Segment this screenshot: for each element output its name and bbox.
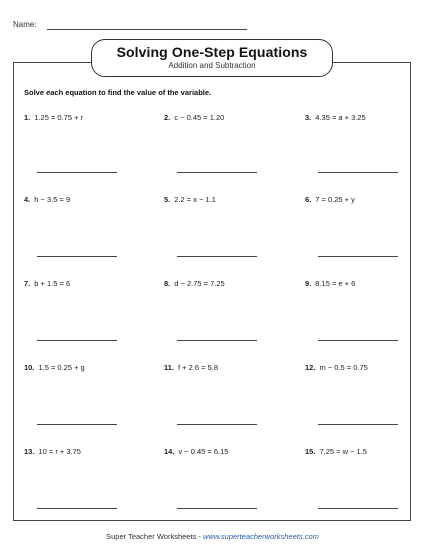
problem-3	[305, 113, 366, 122]
problem-9	[305, 279, 355, 288]
problem-number: 3.	[305, 113, 312, 122]
problem-number: 2.	[164, 113, 171, 122]
problem-15	[305, 447, 367, 456]
answer-line-13[interactable]	[37, 508, 117, 509]
problem-number: 13.	[24, 447, 35, 456]
answer-line-14[interactable]	[177, 508, 257, 509]
problem-equation: c − 0.45 = 1.20	[174, 113, 225, 122]
answer-line-3[interactable]	[318, 172, 398, 173]
problem-10	[24, 363, 85, 372]
problem-1	[24, 113, 83, 122]
problem-equation: v − 0.45 = 6.15	[178, 447, 229, 456]
footer-brand: Super Teacher Worksheets	[106, 532, 197, 541]
problem-13	[24, 447, 81, 456]
problem-equation: 2.2 = x − 1.1	[174, 195, 216, 204]
problem-number: 7.	[24, 279, 31, 288]
footer	[0, 532, 425, 541]
answer-line-10[interactable]	[37, 424, 117, 425]
answer-line-15[interactable]	[318, 508, 398, 509]
problem-number: 11.	[164, 363, 175, 372]
problem-12	[305, 363, 368, 372]
answer-line-11[interactable]	[177, 424, 257, 425]
name-field[interactable]	[47, 29, 247, 30]
problem-14	[164, 447, 228, 456]
problem-6	[305, 195, 355, 204]
problem-7	[24, 279, 70, 288]
problem-equation: m − 0.5 = 0.75	[319, 363, 368, 372]
problem-equation: 10 = r + 3.75	[38, 447, 81, 456]
problem-equation: 1.25 = 0.75 + r	[34, 113, 84, 122]
problem-4	[24, 195, 70, 204]
problem-equation: 7.25 = w − 1.5	[319, 447, 367, 456]
problem-equation: d − 2.75 = 7.25	[174, 279, 225, 288]
problem-8	[164, 279, 225, 288]
page-subtitle: Addition and Subtraction	[168, 61, 256, 70]
answer-line-2[interactable]	[177, 172, 257, 173]
page-title: Solving One-Step Equations	[116, 44, 308, 60]
problem-equation: f + 2.6 = 5.8	[178, 363, 219, 372]
problem-11	[164, 363, 218, 372]
answer-line-4[interactable]	[37, 256, 117, 257]
problem-number: 14.	[164, 447, 175, 456]
problem-equation: h − 3.5 = 9	[34, 195, 71, 204]
problem-number: 1.	[24, 113, 31, 122]
problem-number: 6.	[305, 195, 312, 204]
answer-line-5[interactable]	[177, 256, 257, 257]
problem-number: 9.	[305, 279, 312, 288]
problem-equation: 4.35 = a + 3.25	[315, 113, 366, 122]
problem-number: 12.	[305, 363, 316, 372]
answer-line-12[interactable]	[318, 424, 398, 425]
problem-number: 15.	[305, 447, 316, 456]
answer-line-7[interactable]	[37, 340, 117, 341]
problem-equation: 7 = 0.25 + y	[315, 195, 355, 204]
problem-equation: 1.5 = 0.25 + g	[38, 363, 85, 372]
problem-5	[164, 195, 216, 204]
answer-line-6[interactable]	[318, 256, 398, 257]
problem-number: 10.	[24, 363, 35, 372]
problem-number: 8.	[164, 279, 171, 288]
name-label: Name:	[13, 20, 37, 29]
answer-line-1[interactable]	[37, 172, 117, 173]
problem-equation: 8.15 = e + 6	[315, 279, 356, 288]
instructions: Solve each equation to find the value of the variable.	[24, 88, 212, 97]
problem-equation: b + 1.5 = 6	[34, 279, 71, 288]
answer-line-9[interactable]	[318, 340, 398, 341]
problem-2	[164, 113, 224, 122]
title-box	[91, 39, 333, 77]
answer-line-8[interactable]	[177, 340, 257, 341]
footer-separator: -	[196, 532, 203, 541]
footer-url-link[interactable]: www.superteacherworksheets.com	[202, 532, 319, 541]
problem-number: 4.	[24, 195, 31, 204]
problem-number: 5.	[164, 195, 171, 204]
